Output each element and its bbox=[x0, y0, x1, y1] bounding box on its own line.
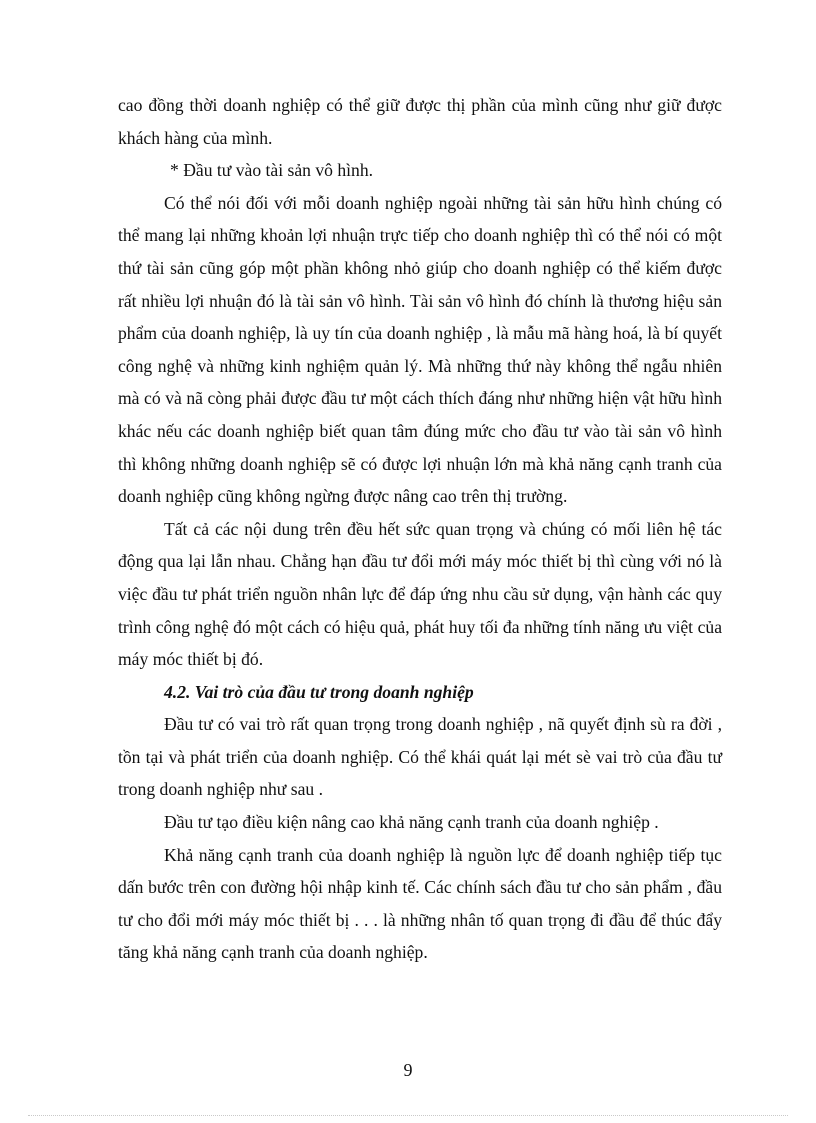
section-heading: 4.2. Vai trò của đầu tư trong doanh nghiệp bbox=[164, 681, 474, 702]
paragraph-investment-role: Đầu tư có vai trò rất quan trọng trong doanh nghiệp , nã quyết định sù ra đời , tồn tại và phát triển của doanh nghiệp. Có thể khái quát lại mét sè vai trò của đầu tư trong doanh nghiệp như sau . bbox=[118, 714, 722, 800]
paragraph-continuation: cao đồng thời doanh nghiệp có thể giữ được thị phần của mình cũng như giữ được khách hàng của mình. bbox=[118, 95, 722, 148]
paragraph-competitiveness-intro: Đầu tư tạo điều kiện nâng cao khả năng cạnh tranh của doanh nghiệp . bbox=[164, 812, 659, 833]
page-bottom-divider bbox=[28, 1115, 788, 1116]
page-number: 9 bbox=[403, 1060, 413, 1080]
paragraph-competitiveness: Khả năng cạnh tranh của doanh nghiệp là nguồn lực để doanh nghiệp tiếp tục dấn bước trên con đường hội nhập kinh tế. Các chính sách đầu tư cho sản phẩm , đầu tư cho đổi mới máy móc thiết bị . . . là những nhân tố quan trọng đi đầu để thúc đẩy tăng khả năng cạnh tranh của doanh nghiệp. bbox=[118, 844, 722, 963]
paragraph-interrelation: Tất cả các nội dung trên đều hết sức quan trọng và chúng có mối liên hệ tác động qua lại lẫn nhau. Chẳng hạn đầu tư đổi mới máy móc thiết bị thì cùng với nó là việc đầu tư phát triển nguồn nhân lực để đáp ứng nhu cầu sử dụng, vận hành các quy trình công nghệ đó một cách có hiệu quả, phát huy tối đa những tính năng ưu việt của máy móc thiết bị đó. bbox=[118, 518, 722, 670]
paragraph-intangible-assets: Có thể nói đối với mỗi doanh nghiệp ngoài những tài sản hữu hình chúng có thể mang lại những khoản lợi nhuận trực tiếp cho doanh nghiệp thì có thể nói có một thứ tài sản cũng góp một phần không nhỏ giúp cho doanh nghiệp có thể kiếm được rất nhiều lợi nhuận đó là tài sản vô hình. Tài sản vô hình đó chính là thương hiệu sản phẩm của doanh nghiệp, là uy tín của doanh nghiệp , là mẫu mã hàng hoá, là bí quyết công nghệ và những kinh nghiệm quản lý. Mà những thứ này không thể ngẫu nhiên mà có và nã còng phải được đầu tư một cách thích đáng như những hiện vật hữu hình khác nếu các doanh nghiệp biết quan tâm đúng mức cho đầu tư vào tài sản vô hình thì không những doanh nghiệp sẽ có được lợi nhuận lớn mà khả năng cạnh tranh của doanh nghiệp cũng không ngừng được nâng cao trên thị trường. bbox=[118, 192, 722, 507]
bullet-intangible-assets: * Đầu tư vào tài sản vô hình. bbox=[170, 160, 374, 181]
body-text bbox=[118, 89, 722, 969]
